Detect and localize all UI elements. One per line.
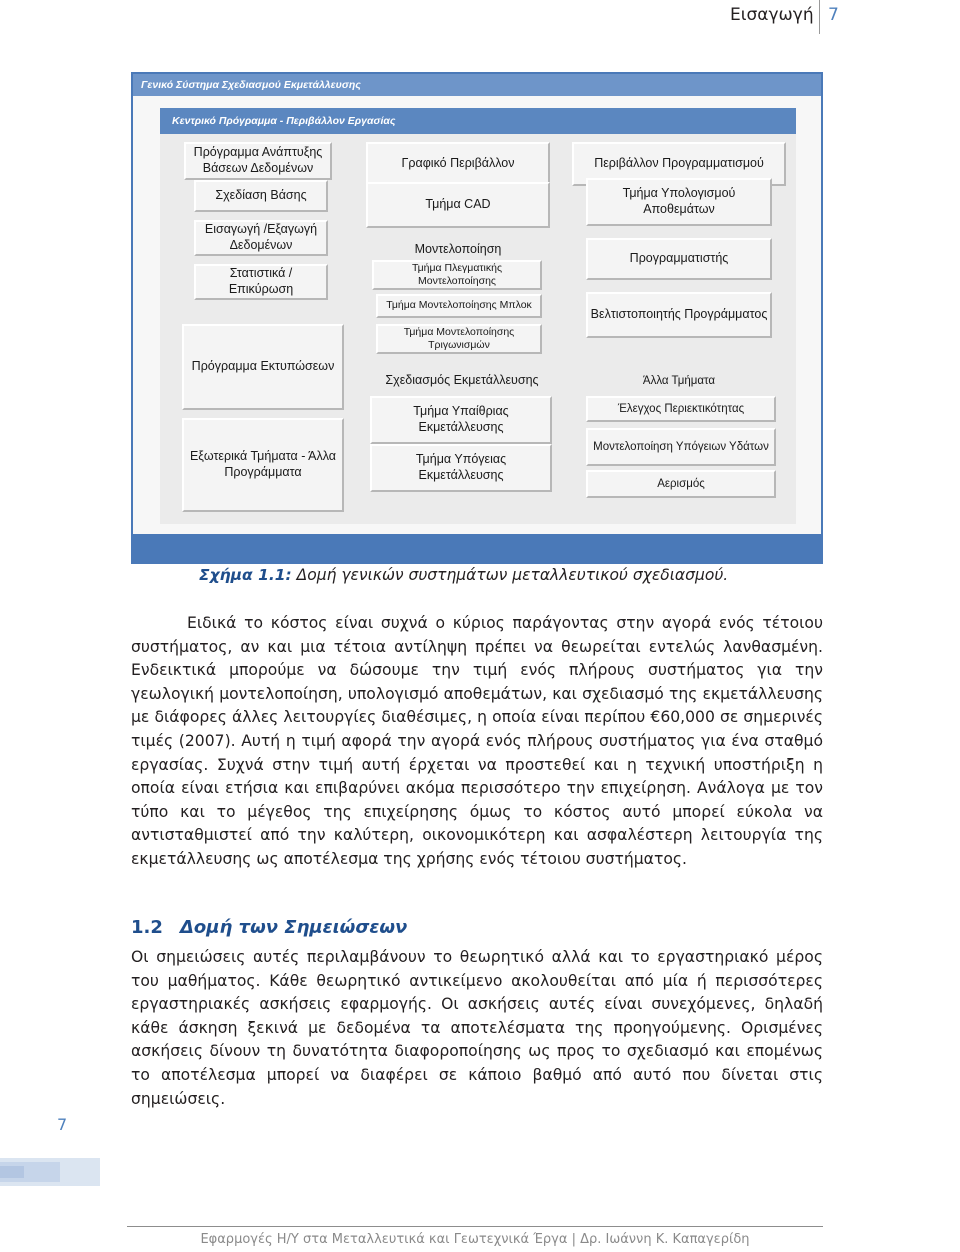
section-number: 1.2: [131, 917, 163, 938]
paragraph-structure: [131, 946, 823, 1111]
box-block-modeling: Τμήμα Μοντελοποίησης Μπλοκ: [376, 294, 542, 318]
side-decoration: [0, 1152, 100, 1192]
label-modeling: Μοντελοποίηση: [366, 240, 550, 260]
label-other-units: Άλλα Τμήματα: [572, 370, 786, 392]
box-grid-modeling: Τμήμα Πλεγματικής Μοντελοποίησης: [372, 260, 542, 290]
box-external-units: Εξωτερικά Τμήματα - Άλλα Προγράμματα: [182, 418, 344, 512]
box-graphic-env: Γραφικό Περιβάλλον: [366, 142, 550, 186]
figure-caption: [199, 566, 728, 584]
box-prog-env: Περιβάλλον Προγραμματισμού: [572, 142, 786, 186]
header-separator: [819, 0, 820, 34]
caption-label: Σχήμα 1.1:: [199, 566, 292, 584]
box-reserves: Τμήμα Υπολογισμού Αποθεμάτων: [586, 178, 772, 226]
paragraph-cost-text: Ειδικά το κόστος είναι συχνά ο κύριος παράγοντας στην αγορά ενός τέτοιου συστήματος, αν και μια τέτοια αντίληψη πρέπει να θεωρείται εντελώς λανθασμένη. Ενδεικτικά μπορούμε να δώσουμε την τιμή ενός πλήρους συστήματος για την γεωλογική μοντελοποίηση, υπολογισμό αποθεμάτων, και σχεδιασμό της εκμετάλλευσης με διάφορες άλλες λειτουργίες διαθέσιμες, η οποία είναι περίπου €60,000 σε σημερινές τιμές (2007). Αυτή η τιμή αφορά την αγορά ενός πλήρους συστήματος για ένα σταθμό εργασίας. Συχνά στην τιμή αυτή έρχεται να προστεθεί και η τεχνική υποστήριξη η οποία είναι ετήσια και επιβαρύνει ακόμα περισσότερο την επιχείρηση. Ανάλογα με τον τύπο και το μέγεθος της επιχείρησης όμως το κόστος αυτό μπορεί εύκολα να αντισταθμιστεί από την καλύτερη, οικονομικότερη και ασφαλέστερη λειτουργία της εκμετάλλευσης ως αποτέλεσμα της χρήσης ενός τέτοιου συστήματος.: [131, 614, 823, 868]
label-mine-planning: Σχεδιασμός Εκμετάλλευσης: [370, 370, 554, 392]
paragraph-structure-text: Οι σημειώσεις αυτές περιλαμβάνουν το θεωρητικό αλλά και το εργαστηριακό μέρος του μαθήματος. Κάθε θεωρητικό αντικείμενο ακολουθείται από μία ή περισσότερες εργαστηριακές ασκήσεις εφαρμογής. Οι ασκήσεις αυτές είναι συνεχόμενες, δηλαδή κάθε άσκηση ξεκινά με δεδομένα τα αποτελέσματα της προηγούμενης. Ορισμένες ασκήσεις δίνουν τη δυνατότητα διαφοροποίησης ως προς το σχεδιασμό και επομένως το αποτέλεσμα μπορεί να διαφέρει σε κάποιο βαθμό από αυτό που δίνεται στις σημειώσεις.: [131, 948, 823, 1108]
box-cad: Τμήμα CAD: [366, 182, 550, 228]
box-underground: Τμήμα Υπόγειας Εκμετάλλευσης: [370, 444, 552, 492]
section-title: Δομή των Σημειώσεων: [180, 917, 408, 938]
box-open-pit: Τμήμα Υπαίθριας Εκμετάλλευσης: [370, 396, 552, 444]
box-db-program: Πρόγραμμα Ανάπτυξης Βάσεων Δεδομένων: [184, 142, 332, 180]
box-scheduler: Προγραμματιστής: [586, 238, 772, 280]
caption-text: Δομή γενικών συστημάτων μεταλλευτικού σχεδιασμού.: [291, 566, 729, 584]
figure-main-program-title: Κεντρικό Πρόγραμμα - Περιβάλλον Εργασίας: [160, 108, 796, 134]
box-optimizer: Βελτιστοποιητής Προγράμματος: [586, 292, 772, 338]
box-db-design: Σχεδίαση Βάσης: [194, 180, 328, 212]
box-triangulation: Τμήμα Μοντελοποίησης Τριγωνισμών: [376, 324, 542, 354]
figure-window-title: Γενικό Σύστημα Σχεδιασμού Εκμετάλλευσης: [133, 74, 821, 96]
box-import-export: Εισαγωγή /Εξαγωγή Δεδομένων: [194, 220, 328, 256]
footer-text: Εφαρμογές Η/Υ στα Μεταλλευτικά και Γεωτεχνικά Έργα | Δρ. Ιωάννη Κ. Καπαγερίδη: [200, 1232, 750, 1247]
running-header-title: Εισαγωγή: [730, 5, 814, 25]
box-groundwater: Μοντελοποίηση Υπόγειων Υδάτων: [586, 428, 776, 466]
paragraph-cost: [131, 612, 823, 872]
figure-main-panel: [160, 134, 796, 524]
footer-rule: [127, 1226, 823, 1227]
side-page-number: 7: [57, 1115, 68, 1134]
box-ventilation: Αερισμός: [586, 470, 776, 498]
running-header-page: 7: [828, 5, 839, 25]
box-grade-control: Έλεγχος Περιεκτικότητας: [586, 396, 776, 422]
box-print-program: Πρόγραμμα Εκτυπώσεων: [182, 324, 344, 410]
box-statistics: Στατιστικά / Επικύρωση: [194, 264, 328, 300]
